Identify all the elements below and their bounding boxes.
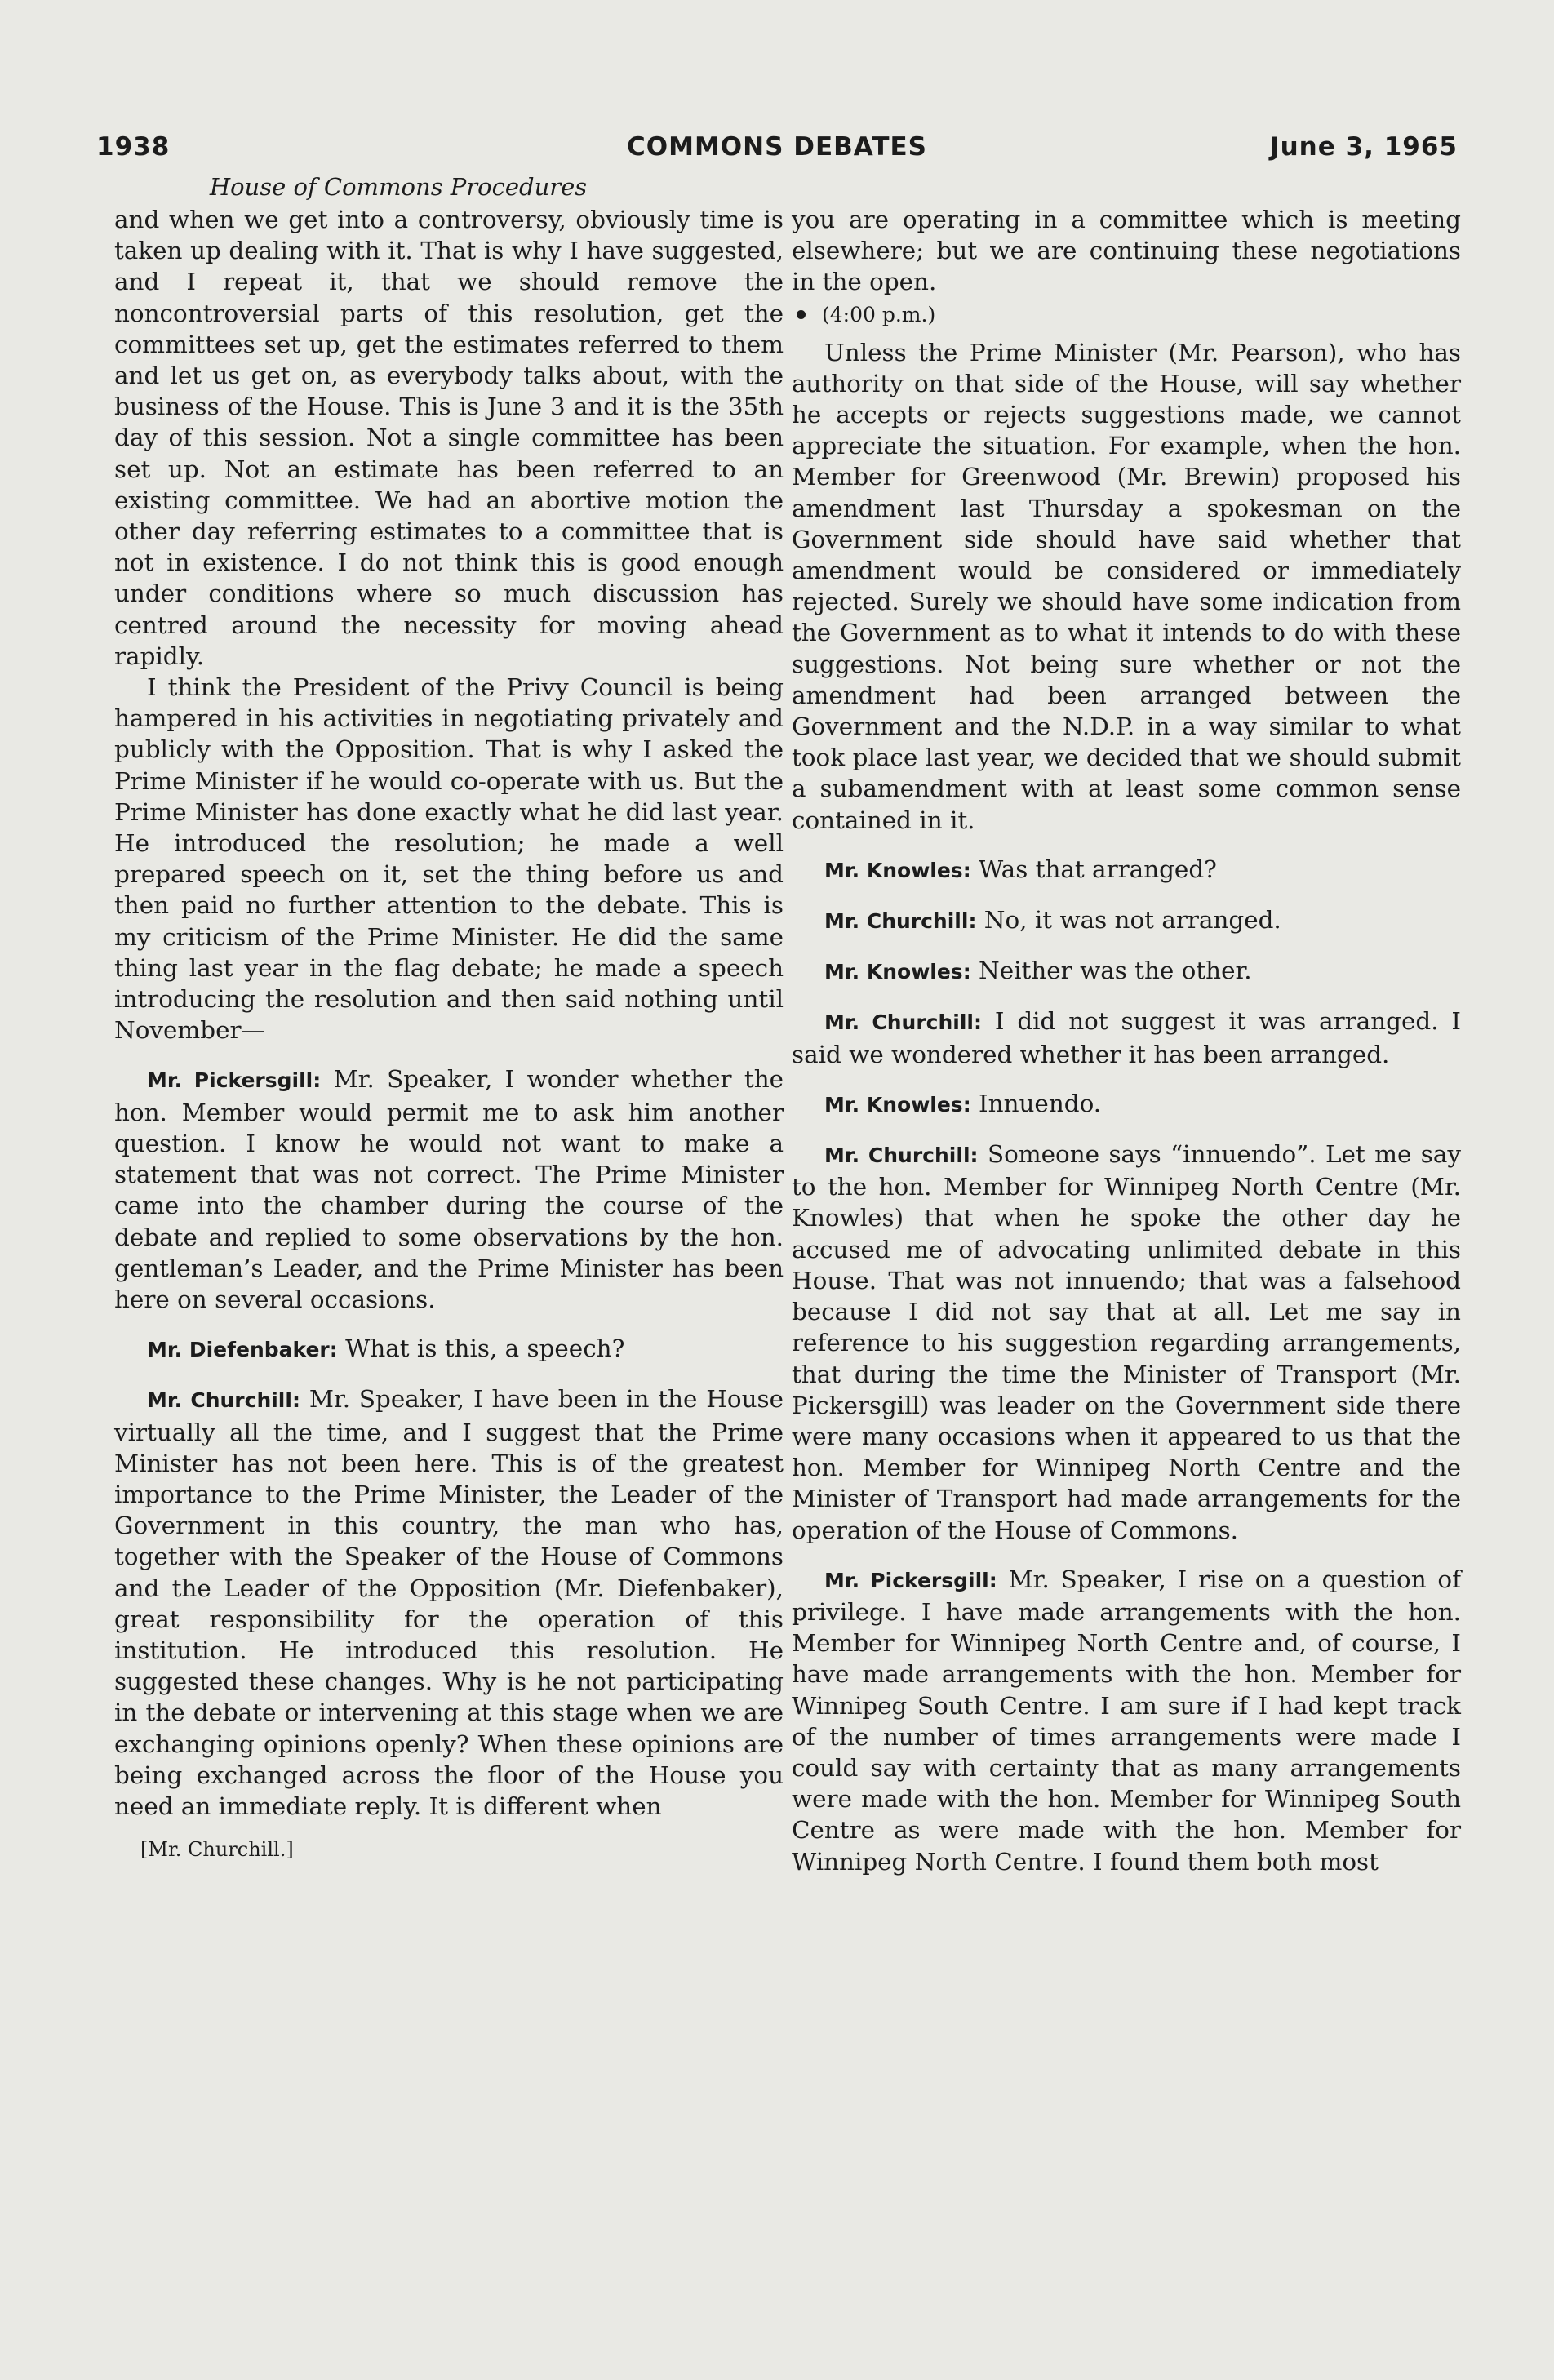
speech-entry [792,1139,1461,1546]
speech-entry [114,1383,784,1822]
speaker-continuation-note: [Mr. Churchill.] [140,1838,294,1862]
publication-title: COMMONS DEBATES [627,132,927,162]
speech-entry [792,955,1461,988]
section-subtitle: House of Commons Procedures [209,173,588,201]
speaker-name: Mr. Knowles: [824,858,971,882]
speech-text: Mr. Speaker, I wonder whether the hon. Member would permit me to ask him another question. I know he would not want to make a statement that was not correct. The Prime Minister came into the chamber during the course of the debate and replied to some observations by the hon. gentleman’s Leader, and the Prime Minister has been here on several occasions. [114,1065,784,1313]
speech-entry [792,904,1461,937]
speaker-name: Mr. Knowles: [824,960,971,984]
bullet-icon [797,310,806,319]
right-column [792,204,1461,1877]
speaker-name: Mr. Diefenbaker: [147,1338,338,1362]
speech-text: No, it was not arranged. [983,906,1281,935]
publication-date: June 3, 1965 [1270,132,1458,162]
paragraph: I think the President of the Privy Council is being hampered in his activities in negotiating privately and publicly with the Opposition. That is why I asked the Prime Minister if he would co-operate with us. But the Prime Minister has done exactly what he did last year. He introduced the resolution; he made a well prepared speech on it, set the thing before us and then paid no further attention to the debate. This is my criticism of the Prime Minister. He did the same thing last year in the flag debate; he made a speech introducing the resolution and then said nothing until November— [114,673,784,1045]
speaker-name: Mr. Churchill: [824,909,977,934]
speaker-name: Mr. Churchill: [824,1143,979,1168]
speaker-name: Mr. Churchill: [824,1010,982,1035]
speech-text: I did not suggest it was arranged. I said we wondered whether it has been arranged. [792,1007,1461,1068]
time-marker [792,300,1461,331]
speech-text: Mr. Speaker, I have been in the House virtually all the time, and I suggest that the Prime Minister has not been here. This is of the greatest importance to the Prime Minister, the Leader of the Government in this country, the man who has, together with the Speaker of the House of Commons and the Leader of the Opposition (Mr. Diefenbaker), great responsibility for the operation of this institution. He introduced this resolution. He suggested these changes. Why is he not participating in the debate or intervening at this stage when we are exchanging opinions openly? When these opinions are being exchanged across the floor of the House you need an immediate reply. It is different when [114,1385,784,1820]
speech-text: Innuendo. [979,1089,1102,1117]
speech-entry [114,1063,784,1315]
speech-text: What is this, a speech? [345,1334,625,1363]
speaker-name: Mr. Pickersgill: [147,1068,322,1093]
paragraph: Unless the Prime Minister (Mr. Pearson), who has authority on that side of the House, will say whether he accepts or rejects suggestions made, we cannot appreciate the situation. For example, when the hon. Member for Greenwood (Mr. Brewin) proposed his amendment last Thursday a spokesman on the Government side should have said whether that amendment would be considered or immediately rejected. Surely we should have some indication from the Government as to what it intends to do with these suggestions. Not being sure whether or not the amendment had been arranged between the Government and the N.D.P. in a way similar to what took place last year, we decided that we should submit a subamendment with at least some common sense contained in it. [792,338,1461,834]
speech-entry [114,1333,784,1365]
speaker-name: Mr. Pickersgill: [824,1568,997,1592]
speech-text: Someone says “innuendo”. Let me say to the hon. Member for Winnipeg North Centre (Mr. Knowles) that when he spoke the other day he accused me of advocating unlimited debate in this House. That was not innuendo; that was a falsehood because I did not say that at all. Let me say in reference to his suggestion regarding arrangements, that during the time the Minister of Transport (Mr. Pickersgill) was leader on the Government side there were many occasions when it appeared to us that the hon. Member for Winnipeg North Centre and the Minister of Transport had made arrangements for the operation of the House of Commons. [792,1140,1461,1544]
speech-entry [792,1564,1461,1877]
speech-text: Neither was the other. [979,957,1252,985]
time-stamp: (4:00 p.m.) [822,302,936,326]
speech-text: Mr. Speaker, I rise on a question of privilege. I have made arrangements with the hon. Member for Winnipeg North Centre and, of course, I have made arrangements with the hon. Member for Winnipeg South Centre. I am sure if I had kept track of the number of times arrangements were made I could say with certainty that as many arrangements were made with the hon. Member for Winnipeg South Centre as were made with the hon. Member for Winnipeg North Centre. I found them both most [792,1565,1461,1876]
paragraph: and when we get into a controversy, obviously time is taken up dealing with it. That is why I have suggested, and I repeat it, that we should remove the noncontroversial parts of this resolution, get the committees set up, get the estimates referred to them and let us get on, as everybody talks about, with the business of the House. This is June 3 and it is the 35th day of this session. Not a single committee has been set up. Not an estimate has been referred to an existing committee. We had an abortive motion the other day referring estimates to a committee that is not in existence. I do not think this is good enough under conditions where so much discussion has centred around the necessity for moving ahead rapidly. [114,206,784,670]
page-number: 1938 [96,132,171,162]
left-column [114,204,784,1861]
speaker-name: Mr. Churchill: [147,1388,300,1413]
speech-text: Was that arranged? [979,855,1217,883]
speech-entry [792,1088,1461,1121]
paragraph: you are operating in a committee which is meeting elsewhere; but we are continuing these negotiations in the open. [792,206,1461,296]
speaker-name: Mr. Knowles: [824,1092,971,1117]
page-header [96,132,1458,168]
speech-entry [792,1006,1461,1069]
speech-entry [792,854,1461,886]
